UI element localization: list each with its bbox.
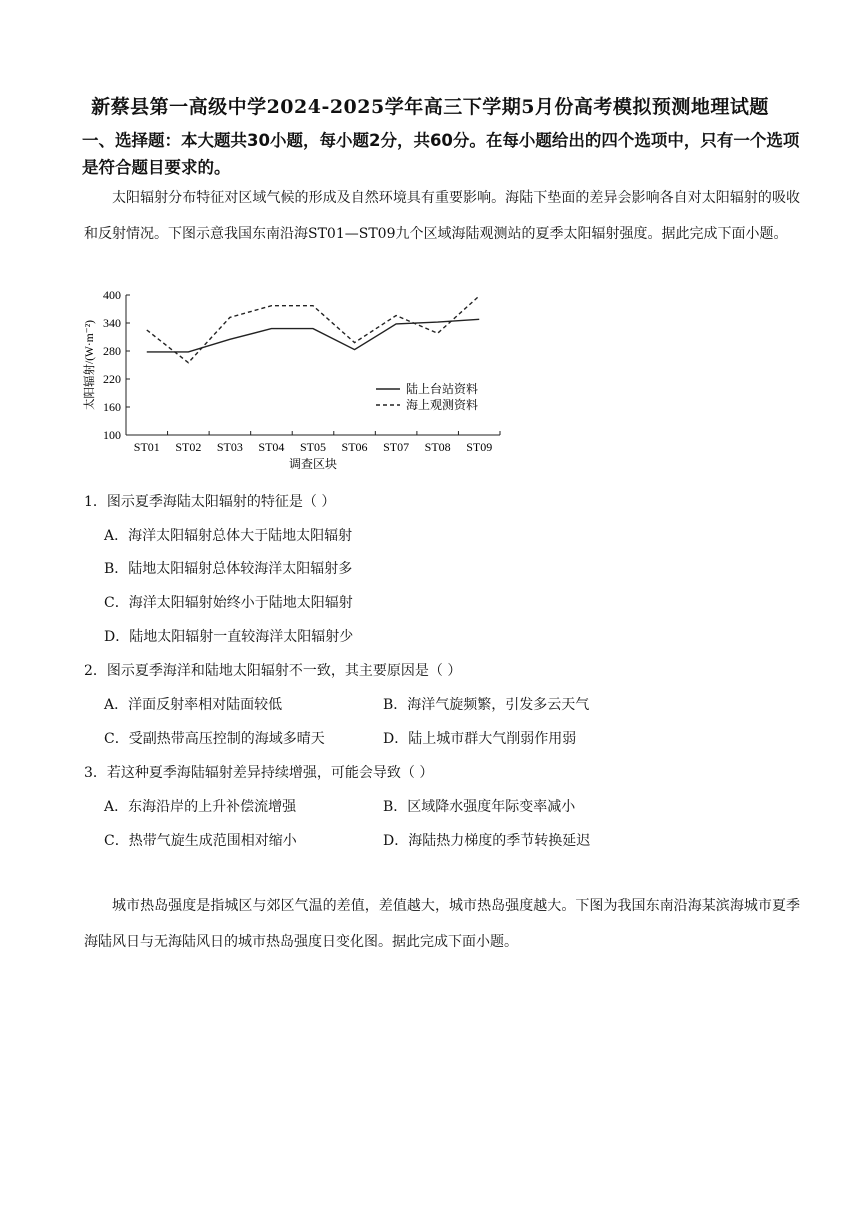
question-3-stem: 3．若这种夏季海陆辐射差异持续增强，可能会导致（ ） <box>84 765 434 781</box>
x-tick-label: ST06 <box>341 440 368 454</box>
q2-option-b[interactable]: B．海洋气旋频繁，引发多云天气 <box>383 697 590 713</box>
question-2-stem: 2．图示夏季海洋和陆地太阳辐射不一致，其主要原因是（ ） <box>84 663 462 679</box>
x-tick-label: ST04 <box>258 440 285 454</box>
x-tick-label: ST02 <box>175 440 202 454</box>
q2-option-c[interactable]: C．受副热带高压控制的海域多晴天 <box>104 731 325 747</box>
solar-radiation-chart <box>78 285 518 475</box>
legend-label-2: 海上观测资料 <box>406 398 479 412</box>
series-line-1 <box>147 319 479 352</box>
exam-title: 新蔡县第一高级中学2024-2025学年高三下学期5月份高考模拟预测地理试题 <box>91 96 769 118</box>
q3-option-a[interactable]: A．东海沿岸的上升补偿流增强 <box>104 799 297 815</box>
chart-axes <box>82 288 500 471</box>
q1-option-a[interactable]: A．海洋太阳辐射总体大于陆地太阳辐射 <box>104 528 353 544</box>
q1-option-c[interactable]: C．海洋太阳辐射始终小于陆地太阳辐射 <box>104 595 353 611</box>
y-tick-label: 160 <box>103 400 121 414</box>
x-tick-label: ST07 <box>383 440 410 454</box>
passage-2: 城市热岛强度是指城区与郊区气温的差值，差值越大，城市热岛强度越大。下图为我国东南沿海某滨海城市夏季海陆风日与无海陆风日的城市热岛强度日变化图。据此完成下面小题。 <box>84 898 800 950</box>
y-axis-title: 太阳辐射/(W·m⁻²) <box>84 319 96 411</box>
x-tick-label: ST03 <box>216 440 243 454</box>
q2-option-d[interactable]: D．陆上城市群大气削弱作用弱 <box>383 731 577 747</box>
x-tick-label: ST05 <box>299 440 327 454</box>
y-tick-label: 100 <box>103 428 121 442</box>
q3-option-d[interactable]: D．海陆热力梯度的季节转换延迟 <box>383 833 591 849</box>
y-tick-label: 280 <box>103 344 121 358</box>
y-tick-label: 220 <box>103 372 121 386</box>
x-tick-label: ST08 <box>424 440 451 454</box>
q1-option-b[interactable]: B．陆地太阳辐射总体较海洋太阳辐射多 <box>104 561 353 577</box>
question-1-stem: 1．图示夏季海陆太阳辐射的特征是（ ） <box>84 494 336 510</box>
q3-option-c[interactable]: C．热带气旋生成范围相对缩小 <box>104 833 297 849</box>
chart-legend <box>376 381 478 412</box>
q1-option-d[interactable]: D．陆地太阳辐射一直较海洋太阳辐射少 <box>104 629 354 645</box>
x-tick-label: ST01 <box>133 440 160 454</box>
chart-marks <box>147 296 479 363</box>
x-axis-title: 调查区块 <box>288 457 338 471</box>
legend-label-1: 陆上台站资料 <box>406 382 479 396</box>
q3-option-b[interactable]: B．区域降水强度年际变率减小 <box>383 799 576 815</box>
q2-option-a[interactable]: A．洋面反射率相对陆面较低 <box>104 697 283 713</box>
section-heading: 一、选择题：本大题共30小题，每小题2分，共60分。在每小题给出的四个选项中，只有一个选项是符合题目要求的。 <box>82 131 800 177</box>
y-tick-label: 340 <box>103 316 121 330</box>
y-tick-label: 400 <box>103 288 121 302</box>
passage-1: 太阳辐射分布特征对区域气候的形成及自然环境具有重要影响。海陆下垫面的差异会影响各自对太阳辐射的吸收和反射情况。下图示意我国东南沿海ST01—ST09九个区域海陆观测站的夏季太阳辐射强度。据此完成下面小题。 <box>84 190 800 242</box>
x-tick-label: ST09 <box>466 440 493 454</box>
